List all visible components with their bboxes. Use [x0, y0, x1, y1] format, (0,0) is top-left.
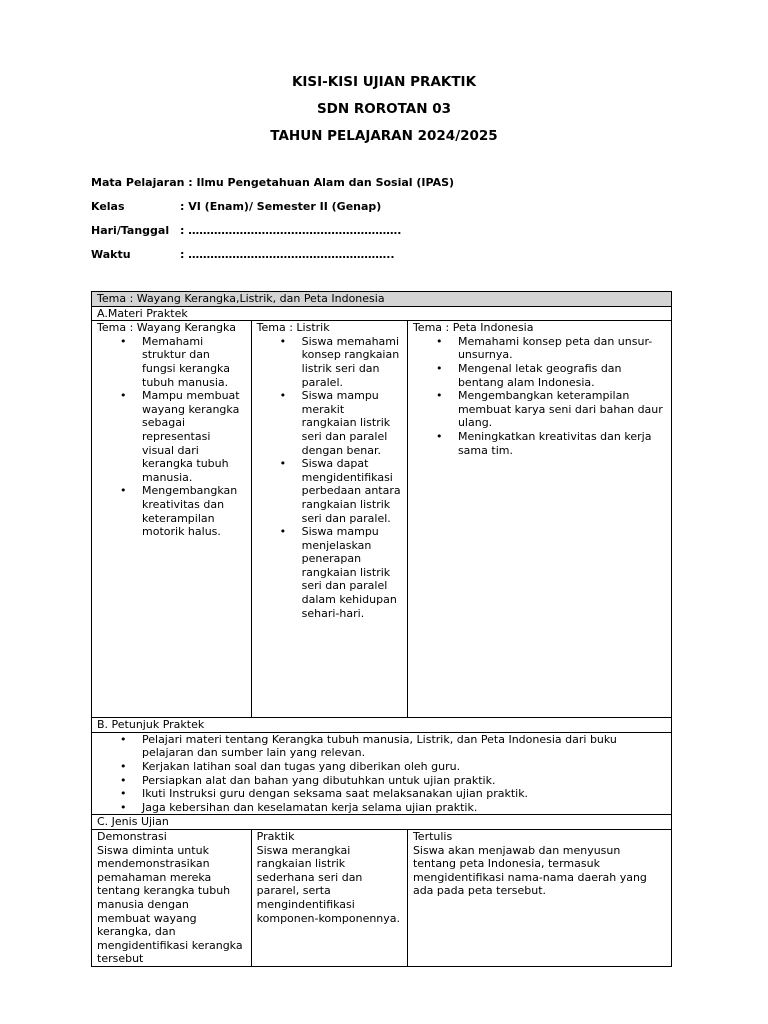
list-item: • Jaga kebersihan dan keselamatan kerja selama ujian praktik. [142, 801, 665, 815]
list-item: • Kerjakan latihan soal dan tugas yang diberikan oleh guru. [142, 760, 665, 774]
jenis-section-title: C. Jenis Ujian [92, 815, 672, 830]
title-line-1: KISI-KISI UJIAN PRAKTIK [291, 74, 477, 90]
materi-column-title: Tema : Peta Indonesia [412, 321, 534, 335]
list-item: • Mengembangkan keterampilan membuat karya seni dari bahan daur ulang. [458, 389, 665, 430]
jenis-column-title: Tertulis [412, 829, 453, 843]
petunjuk-list [97, 733, 665, 815]
jenis-column-text: Siswa diminta untuk mendemonstrasikan pemahaman mereka tentang kerangka tubuh manusia dengan membuat wayang kerangka, dan mengidentifikasi kerangka tersebut [97, 843, 243, 966]
materi-column-title: Tema : Wayang Kerangka [97, 321, 236, 335]
mapel-row [91, 176, 454, 200]
list-item: • Pelajari materi tentang Kerangka tubuh manusia, Listrik, dan Peta Indonesia dari buku pelajaran dan sumber lain yang relevan. [142, 733, 665, 760]
hari-label: Hari/Tanggal [91, 224, 170, 237]
list-item: • Siswa mampu menjelaskan penerapan rangkaian listrik seri dan paralel dalam kehidupan sehari-hari. [302, 525, 401, 620]
petunjuk-content [92, 732, 672, 815]
list-item: • Siswa dapat mengidentifikasi perbedaan antara rangkaian listrik seri dan paralel. [302, 457, 401, 525]
tema-header: Tema : Wayang Kerangka,Listrik, dan Peta Indonesia [92, 292, 672, 307]
kisi-kisi-table [91, 291, 672, 967]
list-item: • Memahami konsep peta dan unsur-unsurnya. [458, 335, 665, 362]
list-item: • Mampu membuat wayang kerangka sebagai representasi visual dari kerangka tubuh manusia. [142, 389, 245, 484]
list-item: • Meningkatkan kreativitas dan kerja sama tim. [458, 430, 665, 457]
jenis-column-title: Demonstrasi [97, 829, 167, 843]
waktu-value: : ……………………………………………….. [180, 248, 395, 261]
materi-column-peta [407, 321, 671, 718]
jenis-column-tertulis [407, 829, 671, 966]
petunjuk-section-title: B. Petunjuk Praktek [92, 718, 672, 733]
list-item: • Siswa mampu merakit rangkaian listrik seri dan paralel dengan benar. [302, 389, 401, 457]
hari-row [91, 224, 454, 248]
exam-info [91, 176, 454, 272]
list-item: • Mengenal letak geografis dan bentang alam Indonesia. [458, 362, 665, 389]
list-item: • Siswa memahami konsep rangkaian listrik seri dan paralel. [302, 335, 401, 389]
list-item: • Ikuti Instruksi guru dengan seksama saat melaksanakan ujian praktik. [142, 787, 665, 801]
list-item: • Persiapkan alat dan bahan yang dibutuhkan untuk ujian praktik. [142, 774, 665, 788]
materi-list [257, 335, 401, 620]
materi-list [413, 335, 665, 457]
title-line-3: TAHUN PELAJARAN 2024/2025 [270, 128, 498, 144]
jenis-column-praktik [251, 829, 407, 966]
list-item: • Mengembangkan kreativitas dan keterampilan motorik halus. [142, 484, 245, 538]
hari-value: : …………………………………………………. [180, 224, 402, 237]
jenis-column-title: Praktik [256, 829, 295, 843]
jenis-column-demonstrasi [92, 829, 252, 966]
materi-column-title: Tema : Listrik [256, 321, 330, 335]
list-item: • Memahami struktur dan fungsi kerangka tubuh manusia. [142, 335, 245, 389]
kelas-label: Kelas [91, 200, 125, 213]
materi-section-title: A.Materi Praktek [92, 306, 672, 321]
mapel-text: Mata Pelajaran : Ilmu Pengetahuan Alam dan Sosial (IPAS) [91, 176, 455, 189]
jenis-column-text: Siswa merangkai rangkaian listrik sederhana seri dan pararel, serta mengindentifikasi komponen-komponennya. [256, 843, 401, 925]
waktu-label: Waktu [91, 248, 131, 261]
title-line-2: SDN ROROTAN 03 [316, 101, 452, 117]
materi-column-listrik [251, 321, 407, 718]
jenis-column-text: Siswa akan menjawab dan menyusun tentang peta Indonesia, termasuk mengidentifikasi nama-nama daerah yang ada pada peta tersebut. [412, 843, 647, 898]
materi-column-wayang [92, 321, 252, 718]
waktu-row [91, 248, 454, 272]
kelas-row [91, 200, 454, 224]
kelas-value: : VI (Enam)/ Semester II (Genap) [180, 200, 382, 213]
document-header [0, 74, 768, 155]
materi-list [97, 335, 245, 539]
